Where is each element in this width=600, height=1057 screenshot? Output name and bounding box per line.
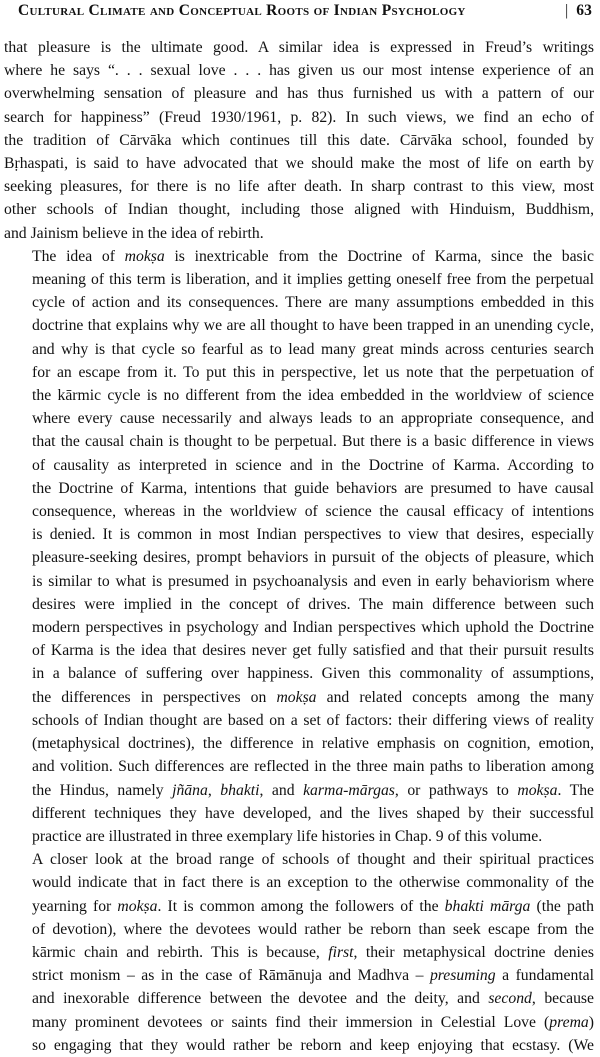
body-text bbox=[4, 36, 594, 1057]
text-run: so engaging that they would rather be reborn and keep enjoying that ecstasy. (We bbox=[32, 1036, 594, 1054]
text-line bbox=[4, 384, 594, 407]
text-run: is denied. It is common in most Indian perspectives to view that desires, especially bbox=[32, 526, 594, 544]
text-run: , and bbox=[259, 781, 304, 799]
text-run: . The bbox=[557, 781, 594, 799]
text-run: in a balance of suffering over happiness. Given this commonality of assumptions, bbox=[32, 665, 594, 683]
text-line bbox=[4, 454, 594, 477]
text-line bbox=[4, 825, 594, 848]
text-line bbox=[4, 964, 594, 987]
text-run: cycle of action and its consequences. There are many assumptions embedded in this bbox=[32, 294, 594, 312]
text-run: other schools of Indian thought, including those aligned with Hinduism, Buddhism, bbox=[4, 201, 594, 219]
text-run: (metaphysical doctrines), the difference in relative emphasis on cognition, emotion, bbox=[32, 735, 594, 753]
text-run: of devotion), where the devotees would rather be reborn than seek escape from the bbox=[32, 920, 594, 938]
text-line bbox=[4, 546, 594, 569]
text-run: of causality as interpreted in science and in the Doctrine of Karma. According to bbox=[32, 456, 594, 474]
text-line bbox=[4, 802, 594, 825]
text-run: that pleasure is the ultimate good. A similar idea is expressed in Freud’s writings bbox=[4, 39, 594, 56]
text-run: practice are illustrated in three exemplary life histories in Chap. 9 of this volume. bbox=[32, 827, 543, 845]
text-run: yearning for bbox=[32, 897, 118, 915]
text-run: and volition. Such differences are reflected in the three main paths to liberation among bbox=[32, 758, 594, 776]
italic-term: bhakti mārga bbox=[444, 897, 531, 915]
text-line bbox=[4, 338, 594, 361]
italic-term: prema bbox=[549, 1013, 589, 1031]
text-run: seeking pleasures, for there is no life after death. In sharp contrast to this view, most bbox=[4, 178, 594, 196]
text-line bbox=[4, 709, 594, 732]
text-line bbox=[4, 106, 594, 129]
text-run: doctrine that explains why we are all thought to have been trapped in an unending cycle, bbox=[32, 317, 594, 335]
text-run: , bbox=[207, 781, 221, 799]
text-run: would indicate that in fact there is an exception to the otherwise commonality of the bbox=[32, 874, 594, 892]
text-line bbox=[4, 59, 594, 82]
text-run: for an escape from it. To put this in perspective, let us note that the perpetuation of bbox=[32, 363, 594, 381]
italic-term: bhakti bbox=[220, 781, 260, 799]
italic-term: jñāna bbox=[172, 781, 208, 799]
text-line bbox=[4, 987, 594, 1010]
text-run: different techniques they have developed, and the lives shaped by their successful bbox=[32, 804, 594, 822]
text-line bbox=[4, 570, 594, 593]
text-line bbox=[4, 1011, 594, 1034]
text-run: . It is common among the followers of the bbox=[157, 897, 445, 915]
running-title: Cultural Climate and Conceptual Roots of Indian Psychology bbox=[18, 2, 466, 19]
italic-term: second bbox=[488, 990, 532, 1008]
text-line bbox=[4, 500, 594, 523]
text-run: strict monism – as in the case of Rāmānuja and Madhva – bbox=[32, 967, 430, 985]
text-run: pleasure-seeking desires, prompt behaviors in pursuit of the objects of pleasure, which bbox=[32, 549, 594, 567]
paragraph bbox=[4, 36, 594, 245]
text-run: , or pathways to bbox=[394, 781, 518, 799]
text-line bbox=[4, 755, 594, 778]
text-line bbox=[4, 616, 594, 639]
text-line bbox=[4, 198, 594, 221]
text-line bbox=[4, 175, 594, 198]
text-run: Bṛhaspati, is said to have advocated that we should make the most of life on earth by bbox=[4, 155, 594, 173]
italic-term: mokṣa bbox=[117, 897, 158, 915]
text-run: and inexorable difference between the devotee and the deity, and bbox=[32, 990, 489, 1008]
text-run: where he says “. . . sexual love . . . has given us our most intense experience of an bbox=[4, 62, 594, 80]
text-run: A closer look at the broad range of schools of thought and their spiritual practices bbox=[32, 851, 594, 869]
text-line bbox=[4, 430, 594, 453]
italic-term: karma-mārgas bbox=[303, 781, 395, 799]
text-run: that the causal chain is thought to be perpetual. But there is a basic difference in views bbox=[32, 433, 594, 451]
text-line bbox=[4, 523, 594, 546]
text-line bbox=[4, 639, 594, 662]
text-run: overwhelming sensation of pleasure and has thus furnished us with a pattern of our bbox=[4, 85, 594, 103]
text-line bbox=[4, 36, 594, 59]
text-run: schools of Indian thought are based on a set of factors: their differing views of reality bbox=[32, 711, 594, 729]
text-run: and why is that cycle so fearful as to lead many great minds across centuries search bbox=[32, 340, 594, 358]
text-run: is inextricable from the Doctrine of Karma, since the basic bbox=[164, 247, 594, 265]
text-line bbox=[4, 82, 594, 105]
text-line bbox=[4, 895, 594, 918]
text-line bbox=[4, 268, 594, 291]
text-line bbox=[4, 1034, 594, 1057]
text-line bbox=[4, 941, 594, 964]
text-line bbox=[4, 407, 594, 430]
italic-term: mokṣa bbox=[124, 247, 165, 265]
running-head bbox=[18, 2, 592, 26]
text-run: where every cause necessarily and always leads to an appropriate consequence, and bbox=[32, 410, 594, 428]
text-line bbox=[4, 732, 594, 755]
page-number: 63 bbox=[576, 2, 592, 19]
text-run: kārmic chain and rebirth. This is because, bbox=[32, 943, 329, 961]
italic-term: mokṣa bbox=[517, 781, 558, 799]
text-line bbox=[4, 291, 594, 314]
text-run: the differences in perspectives on bbox=[32, 688, 277, 706]
page-number-block bbox=[565, 2, 592, 20]
text-run: The idea of bbox=[32, 247, 125, 265]
text-run: , because bbox=[531, 990, 594, 1008]
paragraph bbox=[4, 848, 594, 1057]
text-run: is similar to what is presumed in psychoanalysis and even in early behaviorism where bbox=[32, 572, 594, 590]
text-line bbox=[4, 686, 594, 709]
text-line bbox=[4, 918, 594, 941]
text-line bbox=[4, 361, 594, 384]
text-run: the tradition of Cārvāka which continues till this date. Cārvāka school, founded by bbox=[4, 131, 594, 149]
text-run: (the path bbox=[530, 897, 594, 915]
text-line bbox=[4, 848, 594, 871]
text-line bbox=[4, 222, 594, 245]
text-run: the kārmic cycle is no different from the idea embedded in the worldview of science bbox=[32, 387, 594, 405]
text-run: consequence, whereas in the worldview of science the causal efficacy of intentions bbox=[32, 503, 594, 521]
text-run: many prominent devotees or saints find their immersion in Celestial Love ( bbox=[32, 1013, 550, 1031]
text-run: and Jainism believe in the idea of rebirth. bbox=[4, 224, 264, 242]
italic-term: mokṣa bbox=[276, 688, 317, 706]
text-run: of Karma is the idea that desires never get fully satisfied and that their pursuit results bbox=[32, 642, 594, 660]
text-run: search for happiness” (Freud 1930/1961, p. 82). In such views, we find an echo of bbox=[4, 108, 594, 126]
italic-term: presuming bbox=[429, 967, 496, 985]
italic-term: first bbox=[328, 943, 354, 961]
text-run: the Doctrine of Karma, intentions that guide behaviors are presumed to have causal bbox=[32, 479, 594, 497]
text-line bbox=[4, 314, 594, 337]
text-run: desires were implied in the concept of drives. The main difference between such bbox=[32, 595, 594, 613]
text-line bbox=[4, 593, 594, 616]
text-run: modern perspectives in psychology and Indian perspectives which uphold the Doctrine bbox=[32, 619, 594, 637]
text-run: ) bbox=[588, 1013, 594, 1031]
text-run: a fundamental bbox=[495, 967, 594, 985]
text-run: the Hindus, namely bbox=[32, 781, 173, 799]
text-run: meaning of this term is liberation, and it implies getting oneself free from the perpetual bbox=[32, 271, 594, 289]
text-line bbox=[4, 871, 594, 894]
paragraph bbox=[4, 245, 594, 848]
text-line bbox=[4, 245, 594, 268]
text-line bbox=[4, 779, 594, 802]
header-separator: | bbox=[565, 2, 569, 19]
text-line bbox=[4, 129, 594, 152]
text-line bbox=[4, 477, 594, 500]
text-line bbox=[4, 662, 594, 685]
text-run: and related concepts among the many bbox=[316, 688, 594, 706]
text-run: , their metaphysical doctrine denies bbox=[353, 943, 594, 961]
text-line bbox=[4, 152, 594, 175]
